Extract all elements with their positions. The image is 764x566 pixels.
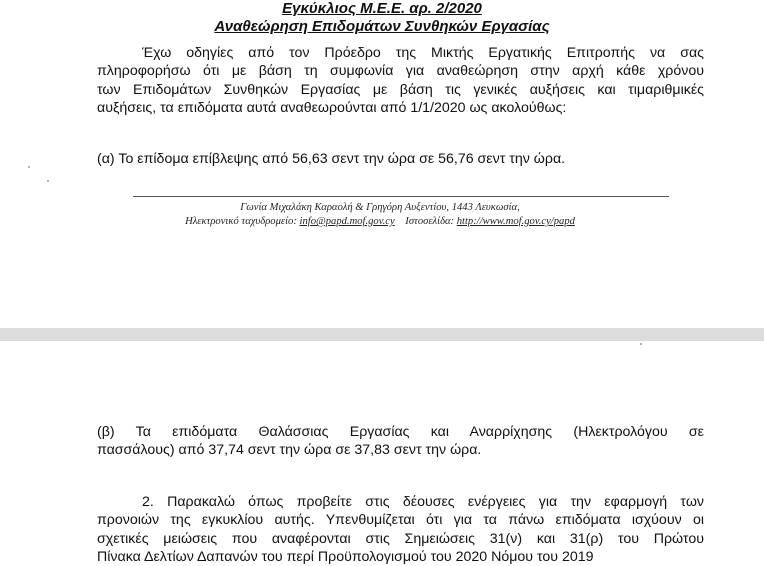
intro-line: πληροφορήσω ότι με βάση τη συμφωνία για αναθεώρηση στην αρχή κάθε χρόνου (97, 63, 704, 80)
allowance-item-a: (α) Το επίδομα επίβλεψης από 56,63 σεντ την ώρα σε 56,76 σεντ την ώρα. (97, 151, 566, 167)
website-label: Ιστοσελίδα: (405, 216, 455, 227)
intro-line: Έχω οδηγίες από τον Πρόεδρο της Μικτής Εργατικής Επιτροπής να σας (142, 45, 704, 61)
para2-line: σχετικές μειώσεις που αναφέρονται στις Σημειώσεις 31(ν) και 31(ρ) του Πρώτου (97, 530, 704, 547)
allowance-item-b (97, 423, 704, 460)
intro-line: αυξήσεις, τα επιδόματα αυτά αναθεωρούνται από 1/1/2020 ως ακολούθως: (97, 99, 567, 116)
circular-subject-title: Αναθεώρηση Επιδομάτων Συνθηκών Εργασίας (214, 18, 550, 35)
email-label: Ηλεκτρονικό ταχυδρομείο: (185, 216, 297, 227)
scan-speck (640, 343, 642, 345)
footer-divider (133, 196, 669, 197)
intro-line: των Επιδομάτων Συνθηκών Εργασίας με βάση τις γενικές αυξήσεις και τιμαριθμικές (97, 81, 704, 98)
para2-line: Πίνακα Δελτίων Δαπανών του περί Προϋπολογισμού του 2020 Νόμου του 2019 (97, 548, 594, 565)
para2-line: 2. Παρακαλώ όπως προβείτε στις δέουσες ενέργειες για την εφαρμογή των (142, 494, 704, 510)
circular-number-title: Εγκύκλιος Μ.Ε.Ε. αρ. 2/2020 (282, 0, 482, 17)
email-link[interactable]: info@papd.mof.gov.cy (299, 216, 395, 227)
paragraph-2 (97, 493, 704, 566)
document-page-2 (0, 341, 764, 564)
footer-contacts (100, 215, 660, 229)
item-b-line: (β) Τα επιδόματα Θαλάσσιας Εργασίας και Αναρρίχησης (Ηλεκτρολόγου σε (97, 424, 704, 440)
scan-speck (28, 166, 30, 168)
scan-speck (47, 180, 49, 182)
page-separator (0, 328, 764, 341)
intro-paragraph (97, 44, 704, 117)
item-b-line: πασσάλους) από 37,74 σεντ την ώρα σε 37,83 σεντ την ώρα. (97, 442, 482, 459)
website-link[interactable]: http://www.mof.gov.cy/papd (456, 216, 575, 227)
para2-line: προνοιών της εγκυκλίου αυτής. Υπενθυμίζεται ότι για τα πάνω επιδόματα ισχύουν οι (97, 512, 704, 529)
footer-address: Γωνία Μιχαλάκη Καραολή & Γρηγόρη Αυξεντίου, 1443 Λευκωσία, (240, 202, 520, 213)
